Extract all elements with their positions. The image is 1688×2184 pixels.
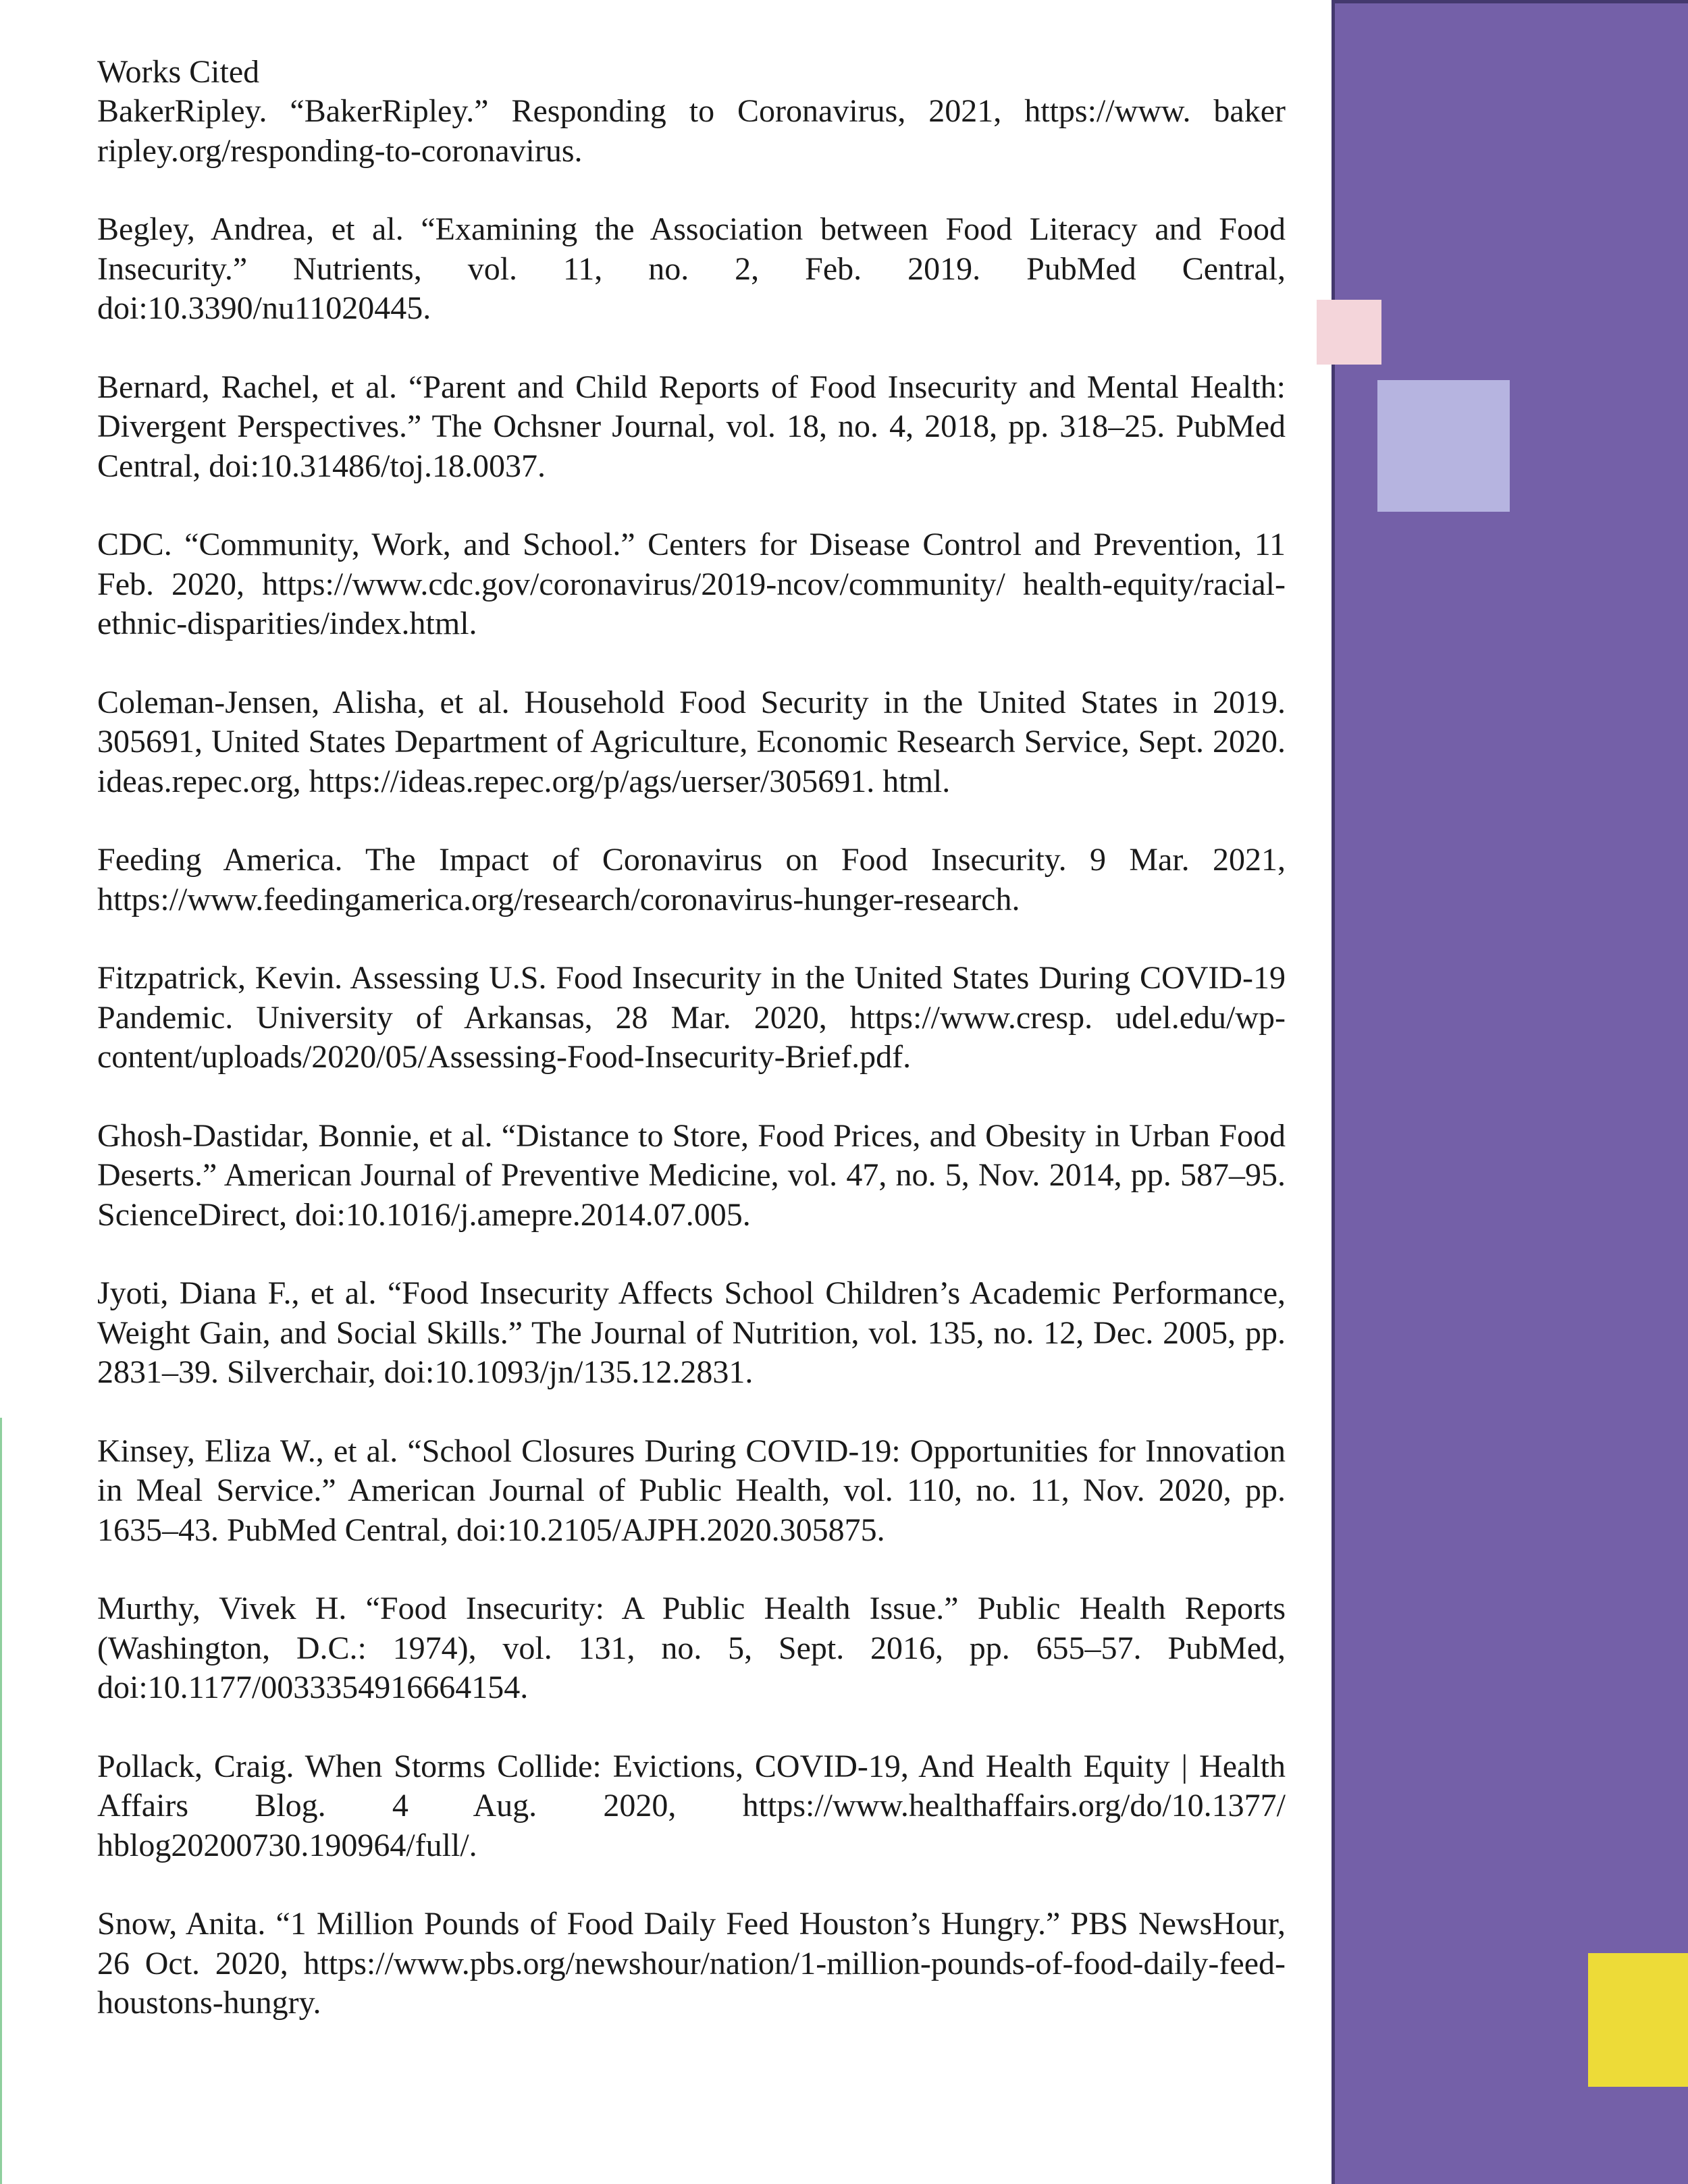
citation-entry: Feeding America. The Impact of Coronavirus on Food Insecurity. 9 Mar. 2021, https://www.feedingamerica.org/research/coronavirus-hunger-research. (97, 842, 1286, 917)
citation-entry: Coleman-Jensen, Alisha, et al. Household Food Security in the United States in 2019. 305691, United States Department of Agriculture, Economic Research Service, Sept. 2020. ideas.repec.org, https://ideas.repec.org/p/ags/uerser/305691. html. (97, 684, 1286, 799)
citation-entry: Murthy, Vivek H. “Food Insecurity: A Public Health Issue.” Public Health Reports (Washington, D.C.: 1974), vol. 131, no. 5, Sept. 2016, pp. 655–57. PubMed, doi:10.1177/0033354916664154. (97, 1591, 1286, 1705)
citation-entry: Snow, Anita. “1 Million Pounds of Food Daily Feed Houston’s Hungry.” PBS NewsHour, 26 Oct. 2020, https://www.pbs.org/newshour/nation/1-million-pounds-of-food-daily-feed-houstons-hungry. (97, 1906, 1286, 2021)
decorative-yellow-square (1588, 1953, 1688, 2087)
left-edge-line (0, 1418, 2, 2184)
decorative-pink-square (1317, 300, 1381, 365)
citation-entry: Pollack, Craig. When Storms Collide: Evictions, COVID-19, And Health Equity | Health Affairs Blog. 4 Aug. 2020, https://www.healthaffairs.org/do/10.1377/ hblog20200730.190964/full/. (97, 1748, 1286, 1863)
decorative-lavender-square (1377, 380, 1510, 512)
citation-entry: Bernard, Rachel, et al. “Parent and Child Reports of Food Insecurity and Mental Health: Divergent Perspectives.” The Ochsner Journal, vol. 18, no. 4, 2018, pp. 318–25. PubMed Central, doi:10.31486/toj.18.0037. (97, 369, 1286, 484)
citation-entry: Jyoti, Diana F., et al. “Food Insecurity Affects School Children’s Academic Performance, Weight Gain, and Social Skills.” The Journal of Nutrition, vol. 135, no. 12, Dec. 2005, pp. 2831–39. Silverchair, doi:10.1093/jn/135.12.2831. (97, 1275, 1286, 1390)
citation-entry: Begley, Andrea, et al. “Examining the Association between Food Literacy and Food Insecurity.” Nutrients, vol. 11, no. 2, Feb. 2019. PubMed Central, doi:10.3390/nu11020445. (97, 211, 1286, 326)
citation-entry: Ghosh-Dastidar, Bonnie, et al. “Distance to Store, Food Prices, and Obesity in Urban Food Deserts.” American Journal of Preventive Medicine, vol. 47, no. 5, Nov. 2014, pp. 587–95. ScienceDirect, doi:10.1016/j.amepre.2014.07.005. (97, 1117, 1286, 1233)
citation-entry: Kinsey, Eliza W., et al. “School Closures During COVID-19: Opportunities for Innovation in Meal Service.” American Journal of Public Health, vol. 110, no. 11, Nov. 2020, pp. 1635–43. PubMed Central, doi:10.2105/AJPH.2020.305875. (97, 1433, 1286, 1548)
citation-entry: CDC. “Community, Work, and School.” Centers for Disease Control and Prevention, 11 Feb. 2020, https://www.cdc.gov/coronavirus/2019-ncov/community/ health-equity/racial-ethnic-disparities/index.html. (97, 527, 1286, 641)
decorative-sidebar (1331, 0, 1688, 2184)
page-heading: Works Cited (97, 54, 260, 90)
citation-entry: Fitzpatrick, Kevin. Assessing U.S. Food Insecurity in the United States During COVID-19 Pandemic. University of Arkansas, 28 Mar. 2020, https://www.cresp. udel.edu/wp-content/uploads/2020/05/Assessing-Food-Insecurity-Brief.pdf. (97, 960, 1286, 1075)
works-cited-section (97, 53, 1286, 2062)
citation-entry: BakerRipley. “BakerRipley.” Responding to Coronavirus, 2021, https://www. baker ripley.org/responding-to-coronavirus. (97, 93, 1286, 169)
